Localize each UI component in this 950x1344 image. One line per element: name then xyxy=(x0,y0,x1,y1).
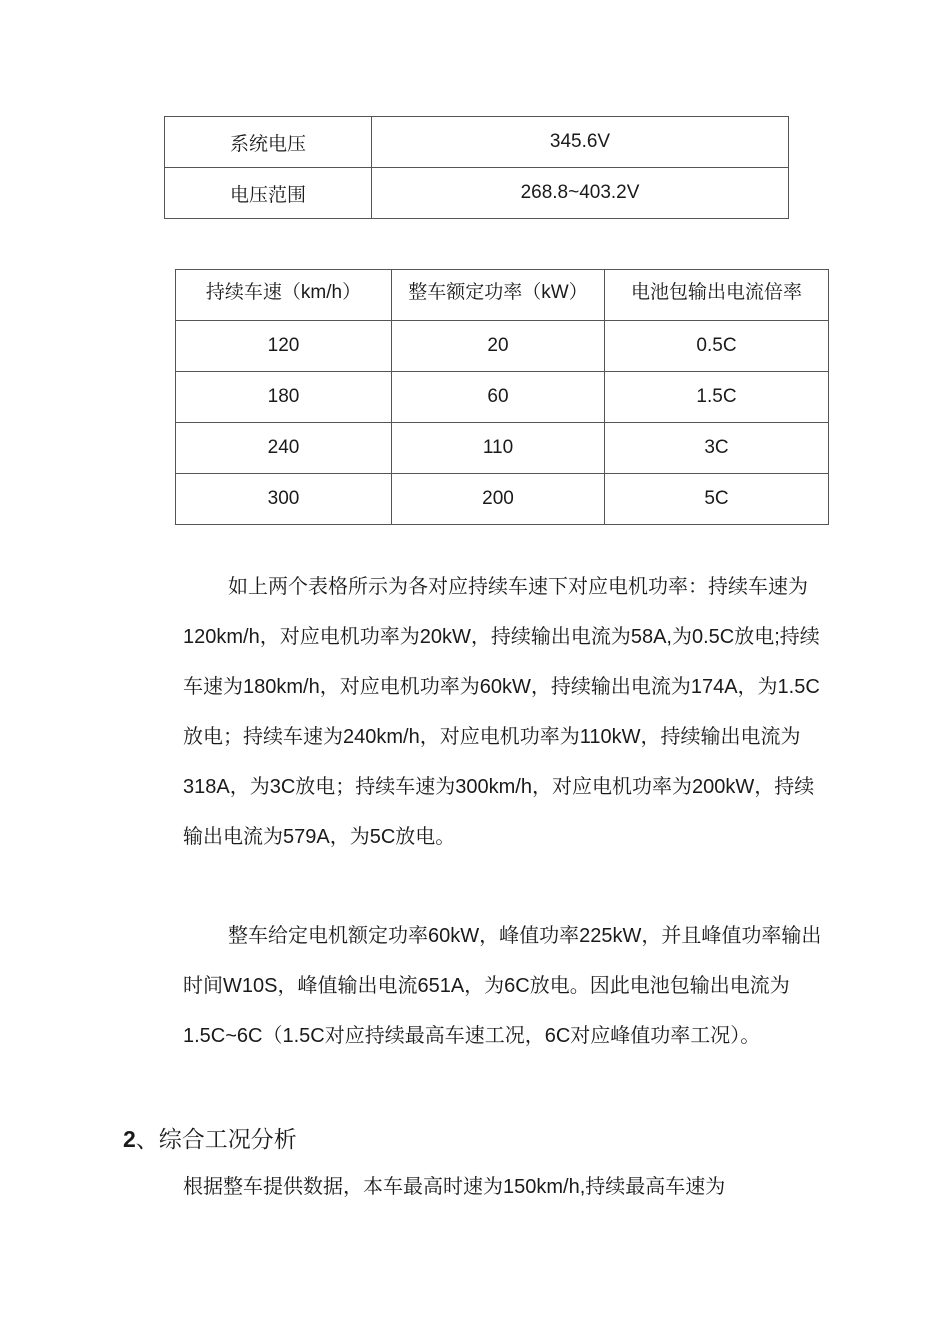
table-row xyxy=(176,321,829,372)
table-cell: 240 xyxy=(176,423,392,474)
paragraph-vehicle-data: 根据整车提供数据，本车最高时速为150km/h,持续最高车速为 xyxy=(183,1176,726,1198)
table-cell: 200 xyxy=(392,474,605,525)
table-cell-value: 268.8~403.2V xyxy=(372,168,789,219)
table-row xyxy=(165,168,789,219)
section-number: 2 xyxy=(123,1126,136,1152)
table-cell: 1.5C xyxy=(605,372,829,423)
header-speed: 持续车速（km/h） xyxy=(176,270,392,321)
paragraph-continuous-speed: 如上两个表格所示为各对应持续车速下对应电机功率：持续车速为120km/h，对应电机功率为20kW，持续输出电流为58A,为0.5C放电;持续车速为180km/h，对应电机功率为60kW，持续输出电流为174A，为1.5C放电；持续车速为240km/h，对应电机功率为110kW，持续输出电流为318A，为3C放电；持续车速为300km/h，对应电机功率为200kW，持续输出电流为579A，为5C放电。 xyxy=(183,576,820,848)
table-row xyxy=(176,474,829,525)
header-power: 整车额定功率（kW） xyxy=(392,270,605,321)
table-cell: 110 xyxy=(392,423,605,474)
table-cell: 5C xyxy=(605,474,829,525)
table-cell-label: 系统电压 xyxy=(165,117,372,168)
table-cell: 120 xyxy=(176,321,392,372)
voltage-table xyxy=(164,116,789,219)
paragraph-peak-power: 整车给定电机额定功率60kW，峰值功率225kW，并且峰值功率输出时间W10S，峰值输出电流651A，为6C放电。因此电池包输出电流为1.5C~6C（1.5C对应持续最高车速工况，6C对应峰值功率工况）。 xyxy=(183,925,822,1047)
section-heading xyxy=(123,1114,297,1164)
table-header-row xyxy=(176,270,829,321)
table-row xyxy=(176,423,829,474)
table-cell: 180 xyxy=(176,372,392,423)
table-cell: 20 xyxy=(392,321,605,372)
table-row xyxy=(176,372,829,423)
table-cell: 3C xyxy=(605,423,829,474)
table-row xyxy=(165,117,789,168)
table-cell: 60 xyxy=(392,372,605,423)
table-cell-label: 电压范围 xyxy=(165,168,372,219)
table-cell: 300 xyxy=(176,474,392,525)
speed-power-table xyxy=(175,269,829,525)
section-title: 、综合工况分析 xyxy=(135,1126,297,1152)
table-cell: 0.5C xyxy=(605,321,829,372)
table-cell-value: 345.6V xyxy=(372,117,789,168)
header-current-rate: 电池包输出电流倍率 xyxy=(605,270,829,321)
